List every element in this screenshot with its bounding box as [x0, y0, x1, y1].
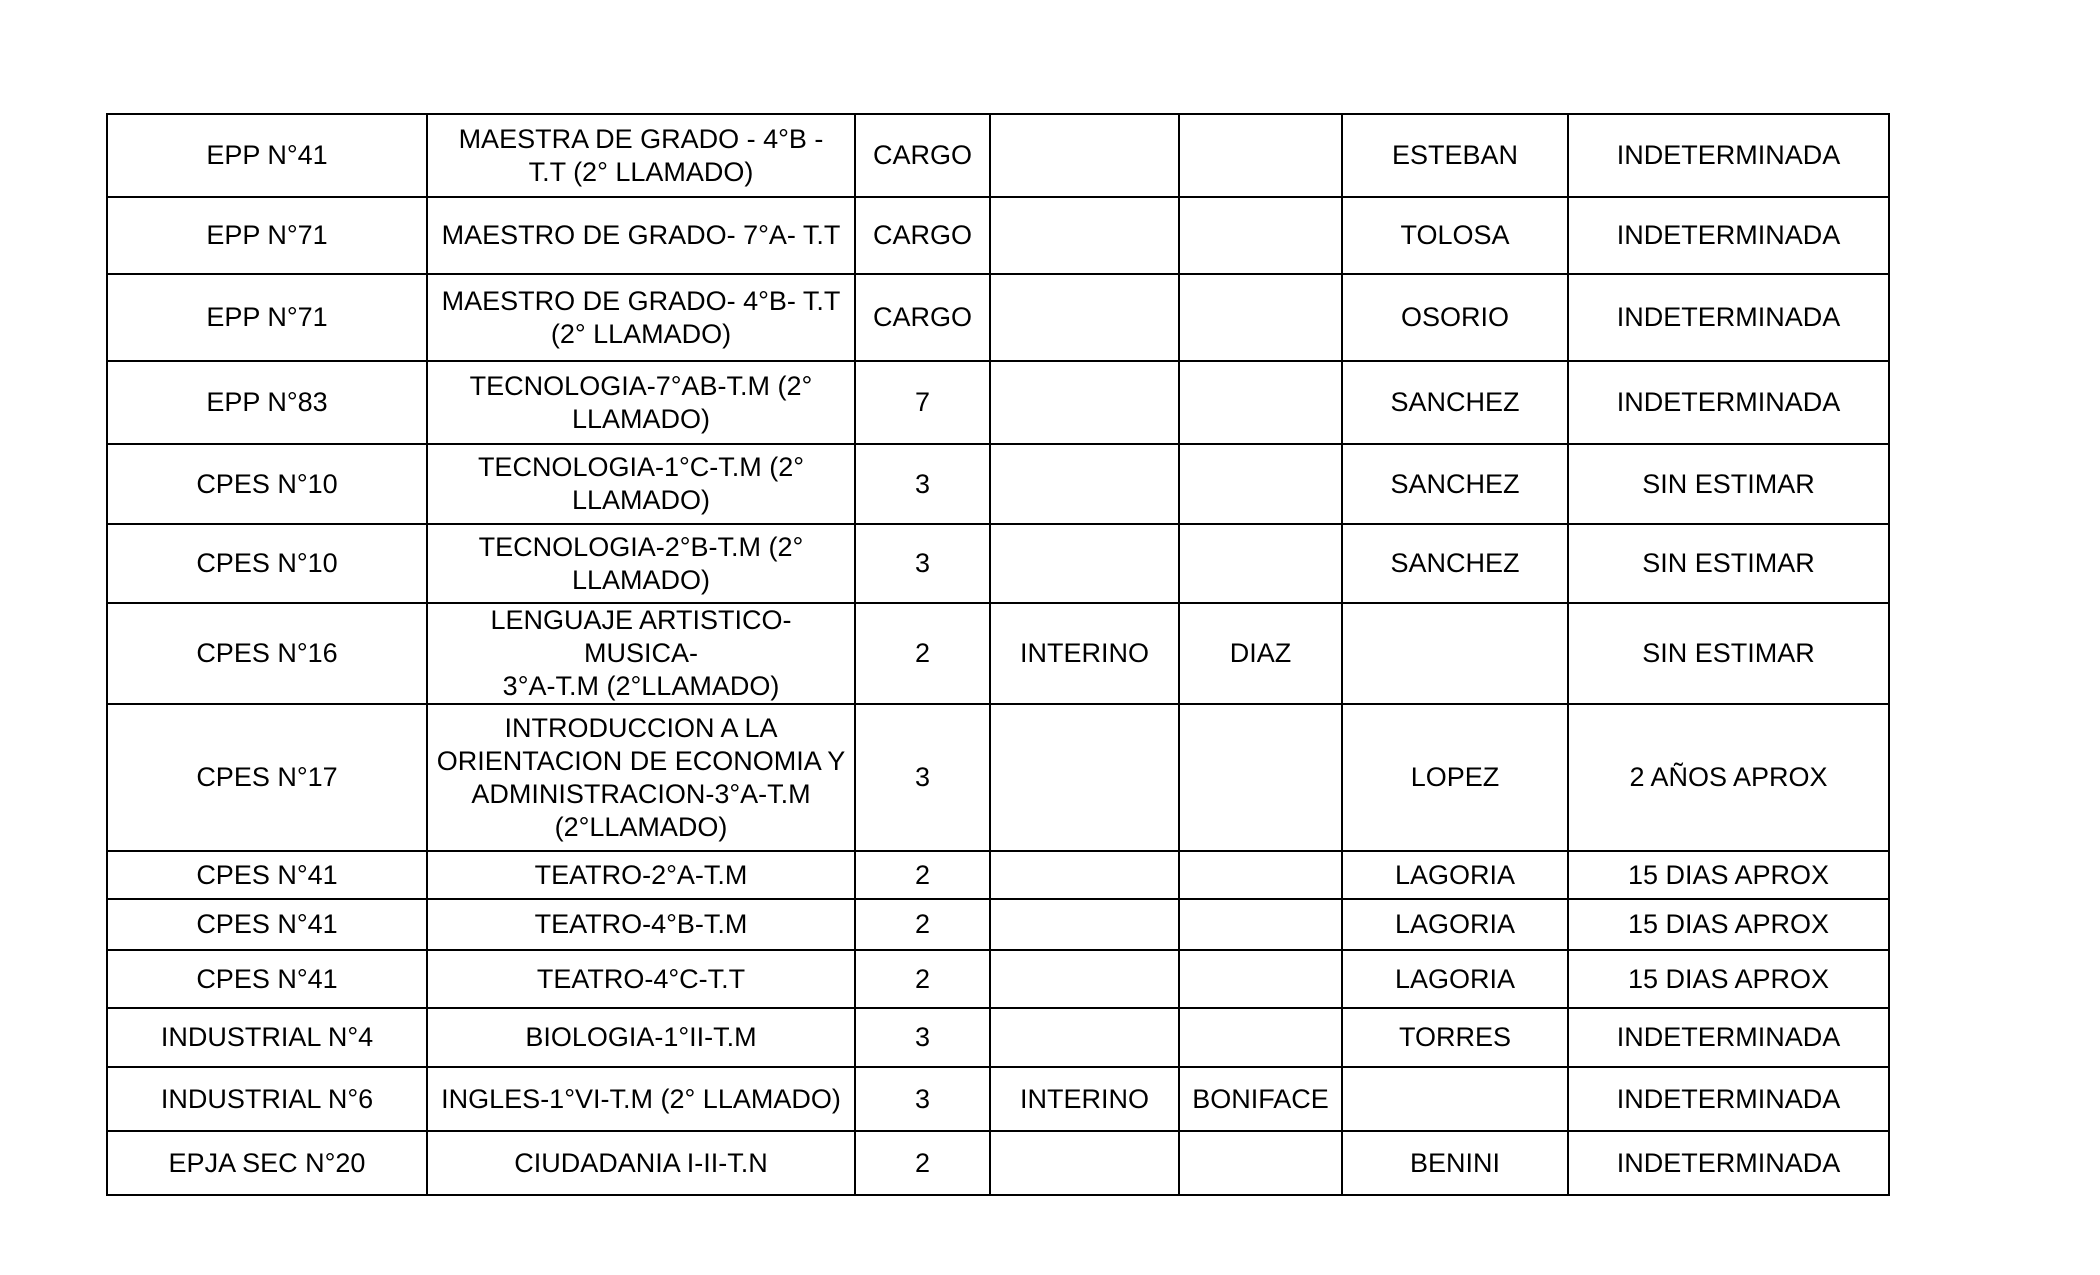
cell-duration: 15 DIAS APROX	[1568, 899, 1889, 950]
cell-replaced: BENINI	[1342, 1131, 1568, 1195]
cell-holder	[1179, 1131, 1342, 1195]
cell-position: TECNOLOGIA-1°C-T.M (2° LLAMADO)	[427, 444, 855, 524]
cell-status	[990, 114, 1179, 197]
cell-replaced: TORRES	[1342, 1008, 1568, 1067]
cell-hours: 3	[855, 444, 990, 524]
cell-status	[990, 444, 1179, 524]
cell-holder	[1179, 444, 1342, 524]
cell-school: CPES N°10	[107, 524, 427, 603]
cell-school: EPP N°71	[107, 274, 427, 361]
cell-holder	[1179, 899, 1342, 950]
cell-position: MAESTRO DE GRADO- 7°A- T.T	[427, 197, 855, 274]
cell-school: CPES N°41	[107, 851, 427, 899]
cell-hours: 3	[855, 704, 990, 851]
cell-hours: 2	[855, 603, 990, 704]
cell-hours: CARGO	[855, 274, 990, 361]
cell-holder	[1179, 950, 1342, 1008]
cell-school: CPES N°17	[107, 704, 427, 851]
cell-holder	[1179, 704, 1342, 851]
cell-hours: CARGO	[855, 197, 990, 274]
cell-position: TECNOLOGIA-2°B-T.M (2° LLAMADO)	[427, 524, 855, 603]
table-row	[107, 444, 1889, 524]
cell-duration: SIN ESTIMAR	[1568, 444, 1889, 524]
cell-holder	[1179, 524, 1342, 603]
table-row	[107, 851, 1889, 899]
table-row	[107, 361, 1889, 444]
cell-status	[990, 899, 1179, 950]
cell-status	[990, 950, 1179, 1008]
cell-school: EPP N°83	[107, 361, 427, 444]
table-row	[107, 274, 1889, 361]
cell-status	[990, 1131, 1179, 1195]
cell-hours: 3	[855, 1067, 990, 1131]
table-row	[107, 1008, 1889, 1067]
cell-school: CPES N°10	[107, 444, 427, 524]
cell-position: BIOLOGIA-1°II-T.M	[427, 1008, 855, 1067]
table-row	[107, 114, 1889, 197]
cell-hours: 7	[855, 361, 990, 444]
cell-position: INGLES-1°VI-T.M (2° LLAMADO)	[427, 1067, 855, 1131]
cell-duration: INDETERMINADA	[1568, 1008, 1889, 1067]
cell-replaced	[1342, 603, 1568, 704]
cell-duration: 15 DIAS APROX	[1568, 851, 1889, 899]
cell-status	[990, 361, 1179, 444]
cell-position: MAESTRO DE GRADO- 4°B- T.T (2° LLAMADO)	[427, 274, 855, 361]
cell-replaced: LOPEZ	[1342, 704, 1568, 851]
cell-replaced: TOLOSA	[1342, 197, 1568, 274]
cell-position: TECNOLOGIA-7°AB-T.M (2° LLAMADO)	[427, 361, 855, 444]
cell-duration: INDETERMINADA	[1568, 361, 1889, 444]
cell-school: CPES N°41	[107, 899, 427, 950]
cell-duration: INDETERMINADA	[1568, 1067, 1889, 1131]
cell-hours: 3	[855, 524, 990, 603]
cell-replaced	[1342, 1067, 1568, 1131]
cell-duration: INDETERMINADA	[1568, 114, 1889, 197]
cell-hours: 2	[855, 950, 990, 1008]
cell-position: LENGUAJE ARTISTICO-MUSICA- 3°A-T.M (2°LLAMADO)	[427, 603, 855, 704]
table-row	[107, 899, 1889, 950]
table-row	[107, 197, 1889, 274]
cell-duration: SIN ESTIMAR	[1568, 603, 1889, 704]
cell-replaced: LAGORIA	[1342, 851, 1568, 899]
cell-status: INTERINO	[990, 1067, 1179, 1131]
cell-hours: 3	[855, 1008, 990, 1067]
cell-position: TEATRO-4°B-T.M	[427, 899, 855, 950]
cell-duration: 2 AÑOS APROX	[1568, 704, 1889, 851]
cell-holder: DIAZ	[1179, 603, 1342, 704]
cell-duration: INDETERMINADA	[1568, 197, 1889, 274]
cell-status	[990, 1008, 1179, 1067]
cell-position: INTRODUCCION A LA ORIENTACION DE ECONOMIA Y ADMINISTRACION-3°A-T.M (2°LLAMADO)	[427, 704, 855, 851]
cell-status	[990, 851, 1179, 899]
cell-status	[990, 704, 1179, 851]
cell-replaced: SANCHEZ	[1342, 361, 1568, 444]
table-body	[107, 114, 1889, 1195]
cell-school: CPES N°16	[107, 603, 427, 704]
table-row	[107, 704, 1889, 851]
cell-status	[990, 274, 1179, 361]
cell-holder: BONIFACE	[1179, 1067, 1342, 1131]
cell-holder	[1179, 1008, 1342, 1067]
table-row	[107, 524, 1889, 603]
cell-replaced: OSORIO	[1342, 274, 1568, 361]
cell-hours: 2	[855, 899, 990, 950]
cell-duration: SIN ESTIMAR	[1568, 524, 1889, 603]
cell-status: INTERINO	[990, 603, 1179, 704]
cell-school: INDUSTRIAL N°4	[107, 1008, 427, 1067]
cell-replaced: ESTEBAN	[1342, 114, 1568, 197]
table-row	[107, 1131, 1889, 1195]
vacancy-table	[106, 113, 1890, 1196]
cell-position: CIUDADANIA I-II-T.N	[427, 1131, 855, 1195]
cell-replaced: LAGORIA	[1342, 950, 1568, 1008]
cell-position: MAESTRA DE GRADO - 4°B - T.T (2° LLAMADO)	[427, 114, 855, 197]
cell-school: EPJA SEC N°20	[107, 1131, 427, 1195]
cell-position: TEATRO-4°C-T.T	[427, 950, 855, 1008]
cell-school: CPES N°41	[107, 950, 427, 1008]
cell-hours: 2	[855, 1131, 990, 1195]
cell-holder	[1179, 361, 1342, 444]
cell-hours: CARGO	[855, 114, 990, 197]
cell-position: TEATRO-2°A-T.M	[427, 851, 855, 899]
cell-hours: 2	[855, 851, 990, 899]
cell-school: EPP N°41	[107, 114, 427, 197]
cell-school: EPP N°71	[107, 197, 427, 274]
cell-duration: INDETERMINADA	[1568, 274, 1889, 361]
table-row	[107, 950, 1889, 1008]
table-row	[107, 1067, 1889, 1131]
cell-status	[990, 197, 1179, 274]
cell-replaced: LAGORIA	[1342, 899, 1568, 950]
cell-status	[990, 524, 1179, 603]
cell-replaced: SANCHEZ	[1342, 444, 1568, 524]
cell-holder	[1179, 274, 1342, 361]
cell-duration: 15 DIAS APROX	[1568, 950, 1889, 1008]
cell-duration: INDETERMINADA	[1568, 1131, 1889, 1195]
cell-holder	[1179, 114, 1342, 197]
cell-holder	[1179, 851, 1342, 899]
cell-replaced: SANCHEZ	[1342, 524, 1568, 603]
table-row	[107, 603, 1889, 704]
cell-school: INDUSTRIAL N°6	[107, 1067, 427, 1131]
cell-holder	[1179, 197, 1342, 274]
